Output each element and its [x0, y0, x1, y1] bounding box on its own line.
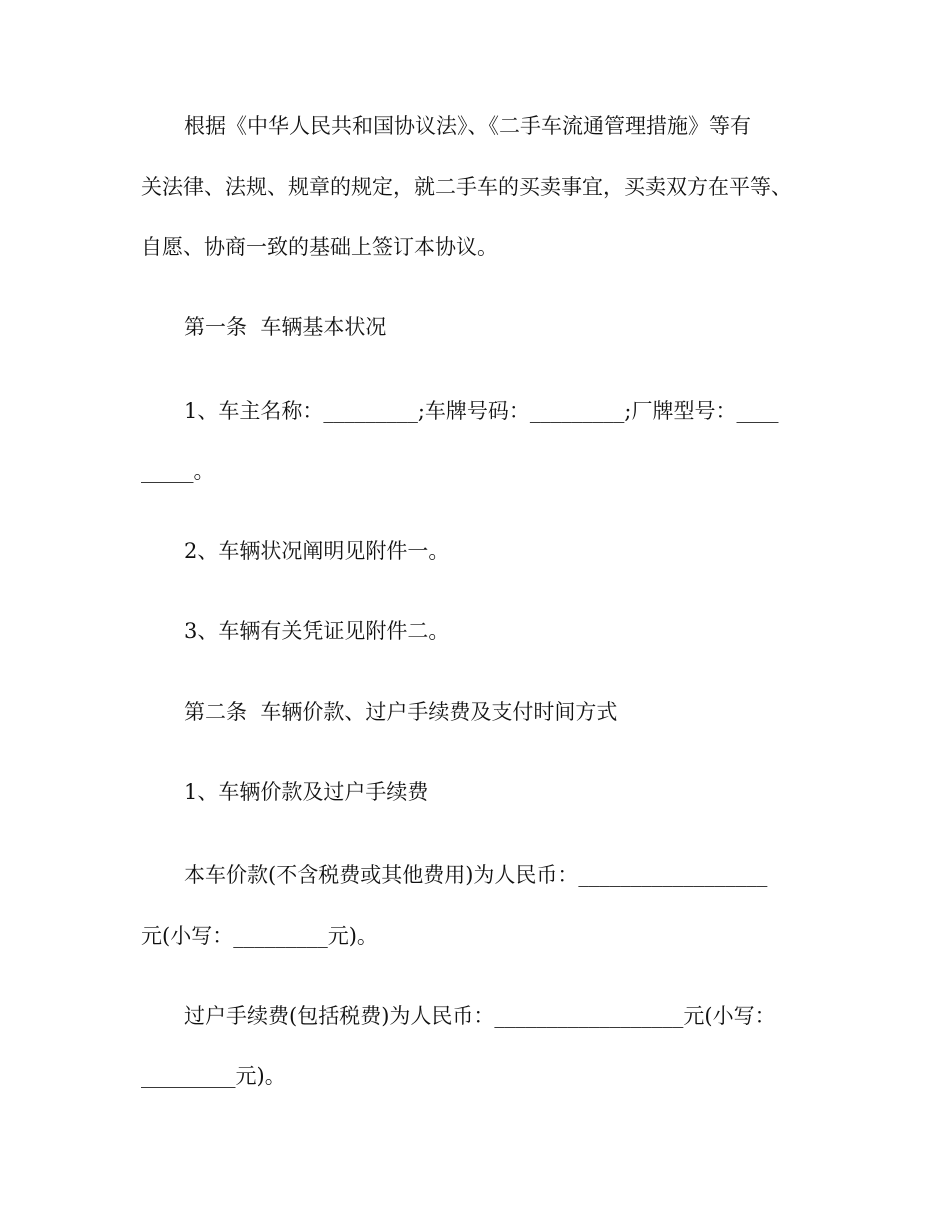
vehicle-info-line-2: _____。: [141, 459, 215, 483]
vehicle-documents-line: 3、车辆有关凭证见附件二。: [184, 619, 450, 643]
intro-line-2: 关法律、法规、规章的规定，就二手车的买卖事宜，买卖双方在平等、: [141, 175, 792, 199]
intro-line-3: 自愿、协商一致的基础上签订本协议。: [141, 235, 498, 259]
price-line-2: 元(小写：_________元)。: [141, 924, 378, 948]
vehicle-info-line-1: 1、车主名称：_________;车牌号码：_________;厂牌型号：____: [184, 399, 779, 423]
price-subheading: 1、车辆价款及过户手续费: [184, 780, 429, 804]
price-line-1: 本车价款(不含税费或其他费用)为人民币：__________________: [184, 863, 768, 887]
article-2-heading: 第二条 车辆价款、过户手续费及支付时间方式: [184, 700, 618, 724]
transfer-fee-line-2: _________元)。: [141, 1064, 286, 1088]
article-1-heading: 第一条 车辆基本状况: [184, 315, 387, 339]
vehicle-condition-line: 2、车辆状况阐明见附件一。: [184, 539, 450, 563]
intro-line-1: 根据《中华人民共和国协议法》、《二手车流通管理措施》等有: [184, 114, 751, 138]
transfer-fee-line-1: 过户手续费(包括税费)为人民币：__________________元(小写：: [184, 1004, 776, 1028]
